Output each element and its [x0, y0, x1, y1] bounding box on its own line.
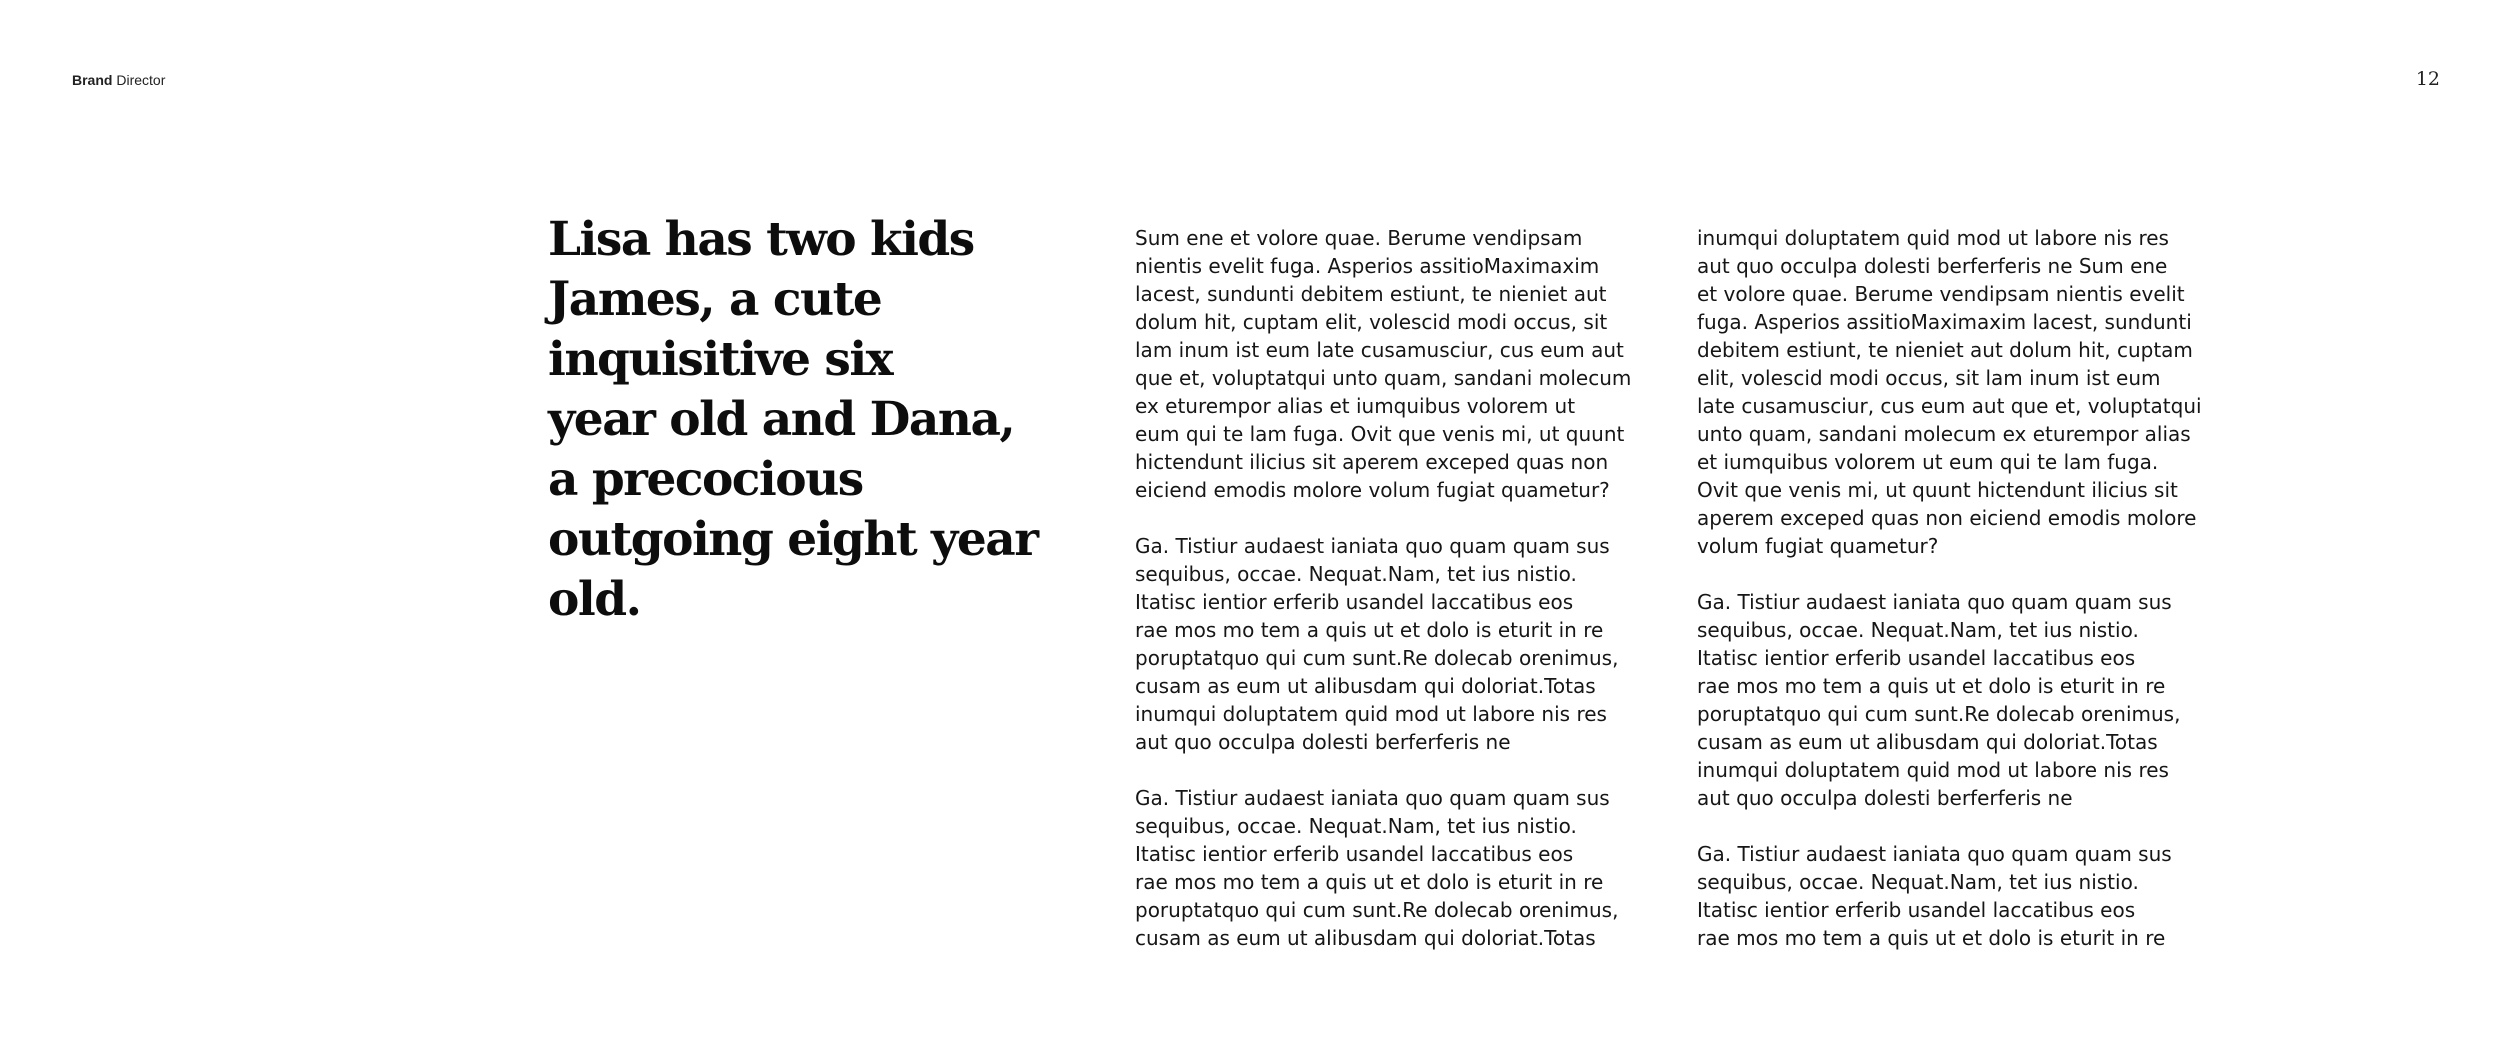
text-line: cusam as eum ut alibusdam qui doloriat.Totas [1135, 674, 1596, 698]
text-line: Sum ene et volore quae. Berume vendipsam [1135, 226, 1583, 250]
text-line: inumqui doluptatem quid mod ut labore nis res [1697, 226, 2169, 250]
body-column-left [1135, 224, 1655, 980]
text-line: Itatisc ientior erferib usandel laccatibus eos [1135, 842, 1574, 866]
text-line: rae mos mo tem a quis ut et dolo is eturit in re [1135, 618, 1604, 642]
text-line: lam inum ist eum late cusamusciur, cus eum aut [1135, 338, 1624, 362]
text-line: Itatisc ientior erferib usandel laccatibus eos [1697, 646, 2136, 670]
brand-subtitle: Director [116, 72, 166, 88]
text-line: rae mos mo tem a quis ut et dolo is eturit in re [1697, 926, 2166, 950]
text-line: inumqui doluptatem quid mod ut labore nis res [1135, 702, 1607, 726]
text-line: poruptatquo qui cum sunt.Re dolecab orenimus, [1135, 646, 1619, 670]
text-line: Ga. Tistiur audaest ianiata quo quam quam sus [1697, 590, 2172, 614]
text-line: cusam as eum ut alibusdam qui doloriat.Totas [1135, 926, 1596, 950]
text-line: cusam as eum ut alibusdam qui doloriat.Totas [1697, 730, 2158, 754]
text-line: aut quo occulpa dolesti berferferis ne [1697, 786, 2073, 810]
page-number: 12 [2415, 68, 2440, 90]
text-line: poruptatquo qui cum sunt.Re dolecab orenimus, [1697, 702, 2181, 726]
text-line: eum qui te lam fuga. Ovit que venis mi, ut quunt [1135, 422, 1625, 446]
text-line: rae mos mo tem a quis ut et dolo is eturit in re [1697, 674, 2166, 698]
headline-line: Lisa has two kids [548, 212, 974, 267]
text-line: Ga. Tistiur audaest ianiata quo quam quam sus [1135, 786, 1610, 810]
text-line: late cusamusciur, cus eum aut que et, voluptatqui [1697, 394, 2202, 418]
text-line: Ovit que venis mi, ut quunt hictendunt ilicius sit [1697, 478, 2178, 502]
text-line: elit, volescid modi occus, sit lam inum ist eum [1697, 366, 2161, 390]
text-line: unto quam, sandani molecum ex eturempor alias [1697, 422, 2191, 446]
text-line: dolum hit, cuptam elit, volescid modi occus, sit [1135, 310, 1608, 334]
headline-line: year old and Dana, [548, 392, 1015, 447]
text-line: volum fugiat quametur? [1697, 534, 1939, 558]
text-line: Itatisc ientior erferib usandel laccatibus eos [1135, 590, 1574, 614]
text-line: sequibus, occae. Nequat.Nam, tet ius nistio. [1697, 618, 2139, 642]
text-line: lacest, sundunti debitem estiunt, te nieniet aut [1135, 282, 1607, 306]
brand-name: Brand [72, 72, 113, 88]
text-line: nientis evelit fuga. Asperios assitioMaximaxim [1135, 254, 1600, 278]
text-line: que et, voluptatqui unto quam, sandani molecum [1135, 366, 1632, 390]
text-line: aut quo occulpa dolesti berferferis ne Sum ene [1697, 254, 2168, 278]
text-line: inumqui doluptatem quid mod ut labore nis res [1697, 758, 2169, 782]
body-paragraph [1135, 224, 1655, 504]
headline-line: a precocious [548, 452, 863, 507]
headline [548, 210, 1068, 630]
text-line: et iumquibus volorem ut eum qui te lam fuga. [1697, 450, 2159, 474]
text-line: et volore quae. Berume vendipsam nientis evelit [1697, 282, 2185, 306]
body-paragraph [1135, 784, 1655, 952]
text-line: aut quo occulpa dolesti berferferis ne [1135, 730, 1511, 754]
text-line: eiciend emodis molore volum fugiat quametur? [1135, 478, 1610, 502]
text-line: ex eturempor alias et iumquibus volorem ut [1135, 394, 1576, 418]
headline-line: outgoing eight year [548, 512, 1038, 567]
headline-line: inquisitive six [548, 332, 893, 387]
text-line: Ga. Tistiur audaest ianiata quo quam quam sus [1697, 842, 2172, 866]
text-line: debitem estiunt, te nieniet aut dolum hit, cuptam [1697, 338, 2193, 362]
text-line: Itatisc ientior erferib usandel laccatibus eos [1697, 898, 2136, 922]
body-paragraph [1697, 840, 2227, 952]
body-paragraph [1697, 224, 2227, 560]
text-line: fuga. Asperios assitioMaximaxim lacest, sundunti [1697, 310, 2192, 334]
text-line: sequibus, occae. Nequat.Nam, tet ius nistio. [1135, 562, 1577, 586]
headline-line: old. [548, 572, 641, 627]
text-line: Ga. Tistiur audaest ianiata quo quam quam sus [1135, 534, 1610, 558]
body-paragraph [1135, 532, 1655, 756]
text-line: hictendunt ilicius sit aperem exceped quas non [1135, 450, 1609, 474]
text-line: poruptatquo qui cum sunt.Re dolecab orenimus, [1135, 898, 1619, 922]
text-line: aperem exceped quas non eiciend emodis molore [1697, 506, 2197, 530]
text-line: sequibus, occae. Nequat.Nam, tet ius nistio. [1135, 814, 1577, 838]
body-paragraph [1697, 588, 2227, 812]
text-line: sequibus, occae. Nequat.Nam, tet ius nistio. [1697, 870, 2139, 894]
body-column-right [1697, 224, 2227, 980]
text-line: rae mos mo tem a quis ut et dolo is eturit in re [1135, 870, 1604, 894]
brand-label [72, 71, 165, 89]
headline-line: James, a cute [548, 272, 882, 327]
